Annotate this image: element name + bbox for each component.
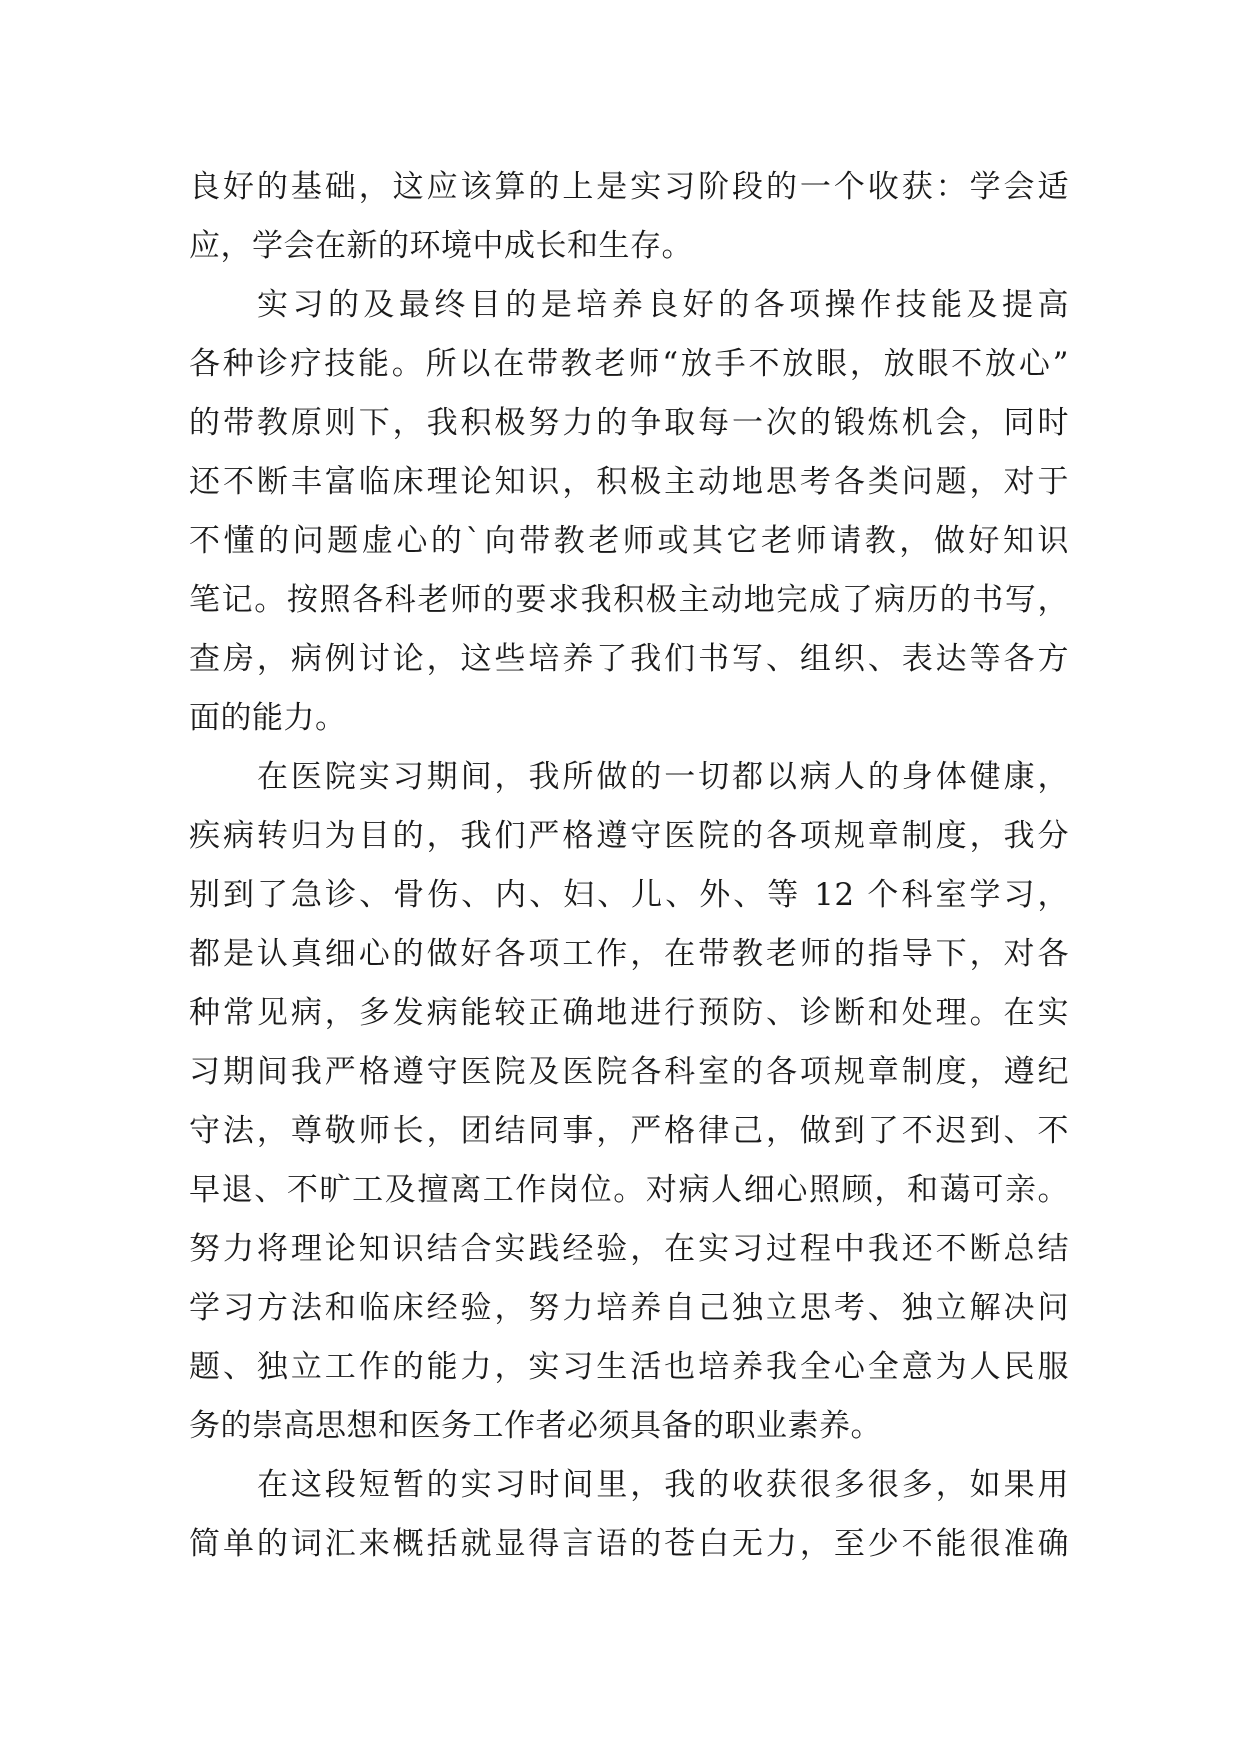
text-line: 早退、不旷工及擅离工作岗位。对病人细心照顾，和蔼可亲。 (189, 1172, 1069, 1208)
text-line: 面的能力。 (189, 700, 347, 736)
text-line: 种常见病，多发病能较正确地进行预防、诊断和处理。在实 (189, 995, 1069, 1031)
text-line: 查房，病例讨论，这些培养了我们书写、组织、表达等各方 (189, 641, 1069, 677)
text-line: 不懂的问题虚心的`向带教老师或其它老师请教，做好知识 (189, 523, 1069, 559)
text-line: 别到了急诊、骨伤、内、妇、儿、外、等 12 个科室学习， (189, 877, 1069, 913)
text-line: 良好的基础，这应该算的上是实习阶段的一个收获：学会适 (189, 169, 1069, 205)
text-line: 都是认真细心的做好各项工作，在带教老师的指导下，对各 (189, 936, 1069, 972)
text-line: 守法，尊敬师长，团结同事，严格律己，做到了不迟到、不 (189, 1113, 1069, 1149)
text-line: 学习方法和临床经验，努力培养自己独立思考、独立解决问 (189, 1290, 1069, 1326)
text-line: 各种诊疗技能。所以在带教老师“放手不放眼，放眼不放心” (189, 346, 1069, 382)
text-line: 在这段短暂的实习时间里，我的收获很多很多，如果用 (257, 1467, 1069, 1503)
text-line: 还不断丰富临床理论知识，积极主动地思考各类问题，对于 (189, 464, 1069, 500)
text-line: 简单的词汇来概括就显得言语的苍白无力，至少不能很准确 (189, 1526, 1069, 1562)
body-text (189, 158, 1069, 1574)
text-line: 的带教原则下，我积极努力的争取每一次的锻炼机会，同时 (189, 405, 1069, 441)
text-line: 实习的及最终目的是培养良好的各项操作技能及提高 (257, 287, 1069, 323)
text-line: 在医院实习期间，我所做的一切都以病人的身体健康， (257, 759, 1069, 795)
paragraph (189, 1456, 1069, 1574)
paragraph (189, 158, 1069, 276)
text-line: 习期间我严格遵守医院及医院各科室的各项规章制度，遵纪 (189, 1054, 1069, 1090)
text-line: 疾病转归为目的，我们严格遵守医院的各项规章制度，我分 (189, 818, 1069, 854)
paragraph (189, 276, 1069, 748)
text-line: 务的崇高思想和医务工作者必须具备的职业素养。 (189, 1408, 882, 1444)
text-line: 应，学会在新的环境中成长和生存。 (189, 228, 693, 264)
paragraph (189, 748, 1069, 1456)
text-line: 题、独立工作的能力，实习生活也培养我全心全意为人民服 (189, 1349, 1069, 1385)
text-line: 努力将理论知识结合实践经验，在实习过程中我还不断总结 (189, 1231, 1069, 1267)
text-line: 笔记。按照各科老师的要求我积极主动地完成了病历的书写， (189, 582, 1069, 618)
